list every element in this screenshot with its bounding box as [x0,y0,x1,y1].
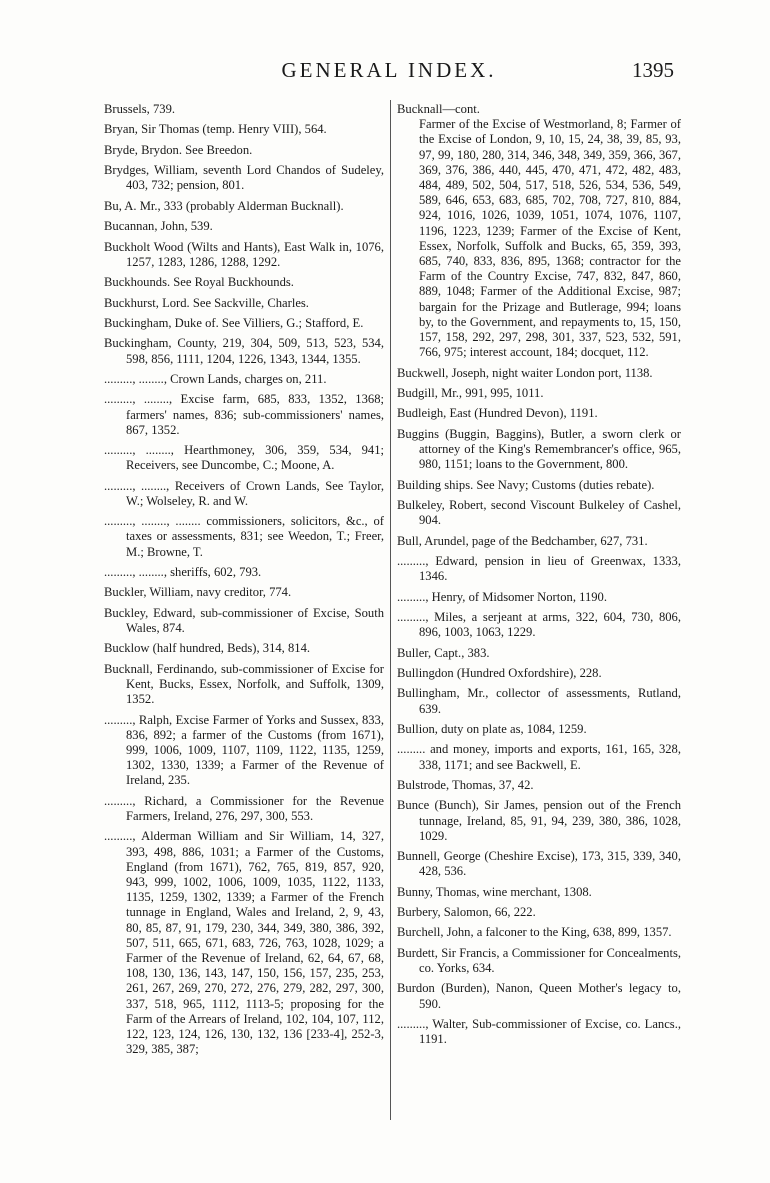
index-entry: Burbery, Salomon, 66, 222. [397,905,536,920]
index-column-left [104,102,384,1063]
page-number: 1395 [632,58,674,82]
page-title: GENERAL INDEX. [281,58,497,82]
index-entry: Bucknall—cont. [397,102,480,116]
index-entry: Buggins (Buggin, Baggins), Butler, a sworn clerk or attorney of the King's Remembrancer's office, 965, 980, 1151; loans to the Government, 800. [397,426,681,472]
index-entry: Buckhounds. See Royal Buckhounds. [104,275,294,290]
index-entry: Buckhurst, Lord. See Sackville, Charles. [104,295,309,310]
index-entry: ........., ........, Crown Lands, charges on, 211. [104,371,327,386]
index-entry: Bullingham, Mr., collector of assessments, Rutland, 639. [397,686,681,716]
index-entry: Buller, Capt., 383. [397,645,490,660]
index-entry: Bucklow (half hundred, Beds), 314, 814. [104,641,311,656]
index-entry: ........., ........, ........ commissioners, solicitors, &c., of taxes or assessments, 831; see Weedon, T.; Freer, M.; Browne, T. [104,514,384,559]
index-entry: ........., ........, Excise farm, 685, 833, 1352, 1368; farmers' names, 836; sub-commissioners' names, 867, 1352. [104,392,384,437]
index-entry: Burchell, John, a falconer to the King, 638, 899, 1357. [397,925,672,940]
index-entry: Budleigh, East (Hundred Devon), 1191. [397,406,598,421]
index-entry: Budgill, Mr., 991, 995, 1011. [397,386,544,401]
index-entry: ........., Henry, of Midsomer Norton, 1190. [397,589,607,604]
index-entry: ........., Miles, a serjeant at arms, 322, 604, 730, 806, 896, 1003, 1063, 1229. [397,609,681,640]
index-entry: Buckholt Wood (Wilts and Hants), East Walk in, 1076, 1257, 1283, 1286, 1288, 1292. [104,239,384,269]
index-entry: ........., ........, sheriffs, 602, 793. [104,565,262,580]
index-entry: Bryan, Sir Thomas (temp. Henry VIII), 564. [104,122,327,137]
index-entry: ........., Alderman William and Sir William, 14, 327, 393, 498, 886, 1031; a Farmer of the Customs, England (from 1671), 762, 765, 819, 857, 920, 943, 999, 1002, 1006, 1009, 1035, 1122, 1133, 1135, 1259, 1302, 1339; a Farmer of the French tunnage in England, Wales and Ireland, 2, 9, 43, 80, 85, 87, 91, 179, 230, 344, 349, 380, 386, 392, 507, 511, 665, 671, 683, 726, 763, 1028, 1029; a Farmer of the Revenue of Ireland, 62, 64, 67, 68, 108, 130, 136, 143, 147, 150, 156, 157, 235, 253, 261, 267, 269, 270, 272, 276, 279, 282, 297, 300, 337, 518, 965, 1112, 1113-5; proposing for the Farm of the Arrears of Ireland, 102, 104, 107, 112, 122, 123, 124, 126, 130, 132, 136 [233-4], 252-3, 329, 385, 387; [104,829,384,1057]
index-entry: Bullingdon (Hundred Oxfordshire), 228. [397,665,602,680]
index-entry: ........., Edward, pension in lieu of Greenwax, 1333, 1346. [397,553,681,584]
index-entry: Bryde, Brydon. See Breedon. [104,142,253,157]
index-entry: Buckwell, Joseph, night waiter London port, 1138. [397,365,653,380]
index-entry: ........., Walter, Sub-commissioner of Excise, co. Lancs., 1191. [397,1017,681,1047]
index-column-right [397,102,681,1053]
index-entry: Bucannan, John, 539. [104,219,213,234]
index-entry: Buckingham, Duke of. See Villiers, G.; Stafford, E. [104,315,364,330]
index-entry: Bullion, duty on plate as, 1084, 1259. [397,721,587,736]
index-entry: ........., Ralph, Excise Farmer of Yorks and Sussex, 833, 836, 892; a farmer of the Customs (from 1671), 999, 1006, 1009, 1107, 1109, 1122, 1135, 1259, 1302, 1330, 1339; a Farmer of the Revenue of Ireland, 235. [104,712,384,788]
index-entry: Farmer of the Excise of Westmorland, 8; Farmer of the Excise of London, 9, 10, 15, 24, 38, 39, 85, 93, 97, 99, 180, 280, 314, 346, 348, 349, 359, 366, 367, 369, 376, 386, 440, 445, 470, 471, 472, 482, 483, 484, 489, 502, 504, 517, 518, 526, 534, 536, 549, 589, 646, 653, 683, 685, 702, 708, 727, 810, 884, 924, 1016, 1026, 1039, 1051, 1074, 1076, 1107, 1196, 1223, 1239; Farmer of the Excise of Kent, Essex, Norfolk, Suffolk and Bucks, 65, 359, 393, 685, 740, 833, 836, 895, 1368; contractor for the Farm of the Country Excise, 747, 832, 847, 860, 889, 1048; Farmer of the Additional Excise, 987; bargain for the Prizage and Butlerage, 994; loans by, to the Government, and repayments to, 15, 150, 157, 158, 292, 297, 298, 301, 337, 523, 532, 591, 766, 975; interest account, 184; docquet, 112. [419,117,681,360]
index-entry: Brussels, 739. [104,102,176,116]
index-entry: Bu, A. Mr., 333 (probably Alderman Bucknall). [104,198,344,213]
column-divider [390,100,391,1120]
index-entry: Bucknall, Ferdinando, sub-commissioner of Excise for Kent, Bucks, Essex, Norfolk, and Suffolk, 1309, 1352. [104,661,384,707]
index-entry: Bunnell, George (Cheshire Excise), 173, 315, 339, 340, 428, 536. [397,849,681,879]
index-entry: Building ships. See Navy; Customs (duties rebate). [397,477,655,492]
index-entry: ......... and money, imports and exports, 161, 165, 328, 338, 1171; and see Backwell, E. [397,742,681,772]
index-entry: Bulstrode, Thomas, 37, 42. [397,777,534,792]
index-entry: Buckler, William, navy creditor, 774. [104,585,292,600]
index-entry: Brydges, William, seventh Lord Chandos of Sudeley, 403, 732; pension, 801. [104,163,384,193]
index-entry: ........., ........, Hearthmoney, 306, 359, 534, 941; Receivers, see Duncombe, C.; Moone, A. [104,443,384,473]
page-header [104,58,674,88]
index-entry: Burdon (Burden), Nanon, Queen Mother's legacy to, 590. [397,981,681,1011]
index-entry: Buckley, Edward, sub-commissioner of Excise, South Wales, 874. [104,605,384,636]
index-entry: Burdett, Sir Francis, a Commissioner for Concealments, co. Yorks, 634. [397,945,681,976]
index-entry: ........., Richard, a Commissioner for the Revenue Farmers, Ireland, 276, 297, 300, 553. [104,793,384,824]
index-entry: Bunny, Thomas, wine merchant, 1308. [397,884,592,899]
index-entry: Bulkeley, Robert, second Viscount Bulkeley of Cashel, 904. [397,498,681,528]
index-entry: Bunce (Bunch), Sir James, pension out of the French tunnage, Ireland, 85, 91, 94, 239, 380, 386, 1028, 1029. [397,798,681,843]
index-entry: ........., ........, Receivers of Crown Lands, See Taylor, W.; Wolseley, R. and W. [104,478,384,508]
index-entry: Bull, Arundel, page of the Bedchamber, 627, 731. [397,533,648,548]
index-entry: Buckingham, County, 219, 304, 509, 513, 523, 534, 598, 856, 1111, 1204, 1226, 1343, 1344, 1355. [104,336,384,366]
